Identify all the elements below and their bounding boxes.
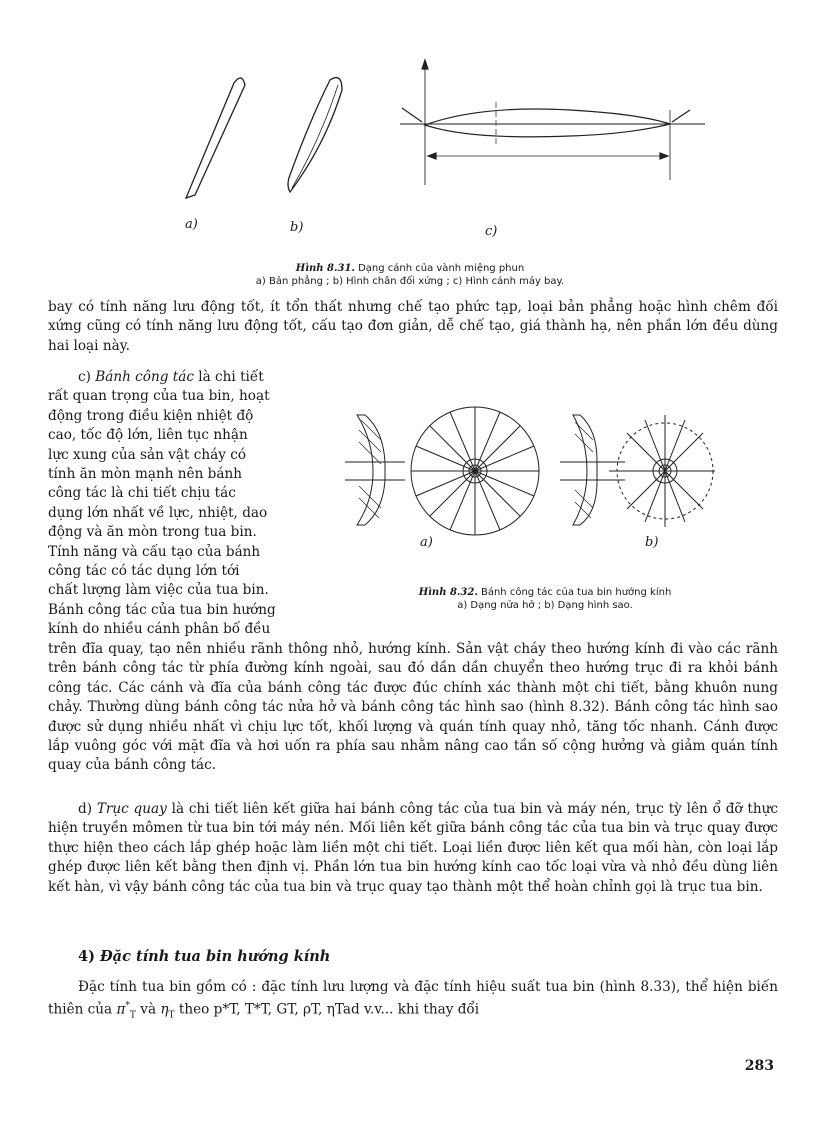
semi-open-impeller-front	[411, 407, 539, 535]
pi-superscript: *	[125, 1001, 130, 1012]
section-d-text: là chi tiết liên kết giữa hai bánh công tác của tua bin và máy nén, trục tỳ lên ổ đỡ thực hiện truyền mômen từ tua bin tới máy nén. Mối liên kết giữa bánh công tác của tua bin và trục quay được thực hiện theo cách lắp ghép hoặc làm liền một chi tiết. Loại liền được liên kết qua mối hàn, còn loại lắp ghép được liên kết bằng then định vị. Phần lớn tua bin hướng kính cao tốc loại vừa và nhỏ đều dùng liên kết hàn, vì vậy bánh công tác của tua bin và trục quay tạo thành một thể hoàn chỉnh gọi là trục tua bin.	[48, 801, 778, 895]
figure-8-31-caption	[150, 262, 670, 288]
section-d-term: Trục quay	[96, 801, 167, 817]
section-4-heading	[78, 948, 330, 965]
figure-8-32-number: Hình 8.32.	[418, 587, 478, 598]
section-c-line: kính do nhiều cánh phân bố đều	[48, 621, 271, 638]
eta-symbol: η	[160, 1001, 169, 1018]
section-c-line: lực xung của sản vật cháy có	[48, 446, 247, 463]
figure-8-32-label-a: a)	[420, 535, 433, 550]
section-4-text-part1: Đặc tính tua bin gồm có : đặc tính lưu lượng và đặc tính hiệu suất tua bin (hình 8.33), thể hiện biến thiên của	[48, 979, 778, 1018]
figure-8-32-caption	[345, 586, 745, 612]
wedge-blade	[288, 78, 342, 192]
section-c-line: Tính năng và cấu tạo của bánh	[48, 543, 261, 560]
section-c-line: là chi tiết	[198, 369, 264, 385]
section-c-line: dụng lớn nhất về lực, nhiệt, dao	[48, 504, 268, 521]
section-c-first-line	[48, 368, 318, 387]
section-d-prefix: d)	[78, 801, 97, 817]
section-c-prefix: c)	[78, 369, 96, 385]
figure-8-32	[335, 400, 715, 550]
and-word: và	[135, 1001, 161, 1018]
figure-8-32-title: Bánh công tác của tua bin hướng kính	[480, 587, 672, 598]
section-4-paragraph	[48, 978, 778, 1026]
section-4-title: Đặc tính tua bin hướng kính	[100, 948, 331, 965]
pi-subscript: T	[129, 1010, 136, 1021]
section-c-line: công tác có tác dụng lớn tới	[48, 563, 240, 580]
section-d-paragraph	[48, 800, 778, 897]
figure-8-31-label-c: c)	[485, 224, 498, 239]
section-c-line: tính ăn mòn mạnh nên bánh	[48, 466, 242, 483]
theo-word: theo	[174, 1001, 214, 1018]
figure-8-32-subcaption: a) Dạng nửa hở ; b) Dạng hình sao.	[457, 600, 633, 611]
section-c-line: cao, tốc độ lớn, liên tục nhận	[48, 427, 248, 444]
section-c-line: Bánh công tác của tua bin hướng	[48, 601, 276, 618]
section-c-line: động và ăn mòn trong tua bin.	[48, 524, 257, 541]
figure-8-32-label-b: b)	[645, 535, 659, 550]
figure-8-31-label-a: a)	[185, 217, 198, 232]
section-c-line: rất quan trọng của tua bin, hoạt	[48, 388, 270, 405]
pi-symbol: π	[116, 1001, 126, 1018]
figure-8-31-subcaption: a) Bản phẳng ; b) Hình chân đối xứng ; c) Hình cánh máy bay.	[255, 276, 565, 287]
flat-plate-blade	[186, 78, 245, 198]
section-c-continuation: trên đĩa quay, tạo nên nhiều rãnh thông nhỏ, hướng kính. Sản vật cháy theo hướng kính đi vào các rãnh trên bánh công tác từ phía đường kính ngoài, sau đó dần dần chuyển theo hướng trục đi ra khỏi bánh công tác. Các cánh và đĩa của bánh công tác được đúc chính xác thành một chi tiết, bằng khuôn nung chảy. Thường dùng bánh công tác nửa hở và bánh công tác hình sao (hình 8.32). Bánh công tác hình sao được sử dụng nhiều nhất vì chịu lực tốt, khối lượng và quán tính quay nhỏ, tăng tốc nhanh. Cánh được lắp vuông góc với mặt đĩa và hơi uốn ra phía sau nhằm nâng cao tần số cộng hưởng và giảm quán tính quay của bánh công tác.	[48, 641, 778, 774]
section-c-line: chất lượng làm việc của tua bin.	[48, 582, 269, 599]
figure-8-31	[150, 50, 710, 250]
intro-paragraph: bay có tính năng lưu động tốt, ít tổn thất nhưng chế tạo phức tạp, loại bản phẳng hoặc hình chêm đối xứng cũng có tính năng lưu động tốt, cấu tạo đơn giản, dễ chế tạo, giá thành hạ, nên phần lớn đều dùng hai loại này.	[48, 299, 778, 354]
section-4-number: 4)	[78, 948, 100, 965]
section-4-tail: v.v... khi thay đổi	[359, 1001, 480, 1018]
figure-8-31-title: Dạng cánh của vành miệng phun	[358, 263, 525, 274]
impeller-drawing	[335, 400, 715, 550]
airfoil-blade	[400, 60, 705, 185]
section-c-term: Bánh công tác	[95, 369, 194, 385]
semi-open-impeller-section	[345, 415, 405, 525]
section-c-line: công tác là chi tiết chịu tác	[48, 485, 236, 502]
page-number: 283	[744, 1058, 774, 1074]
variable-list: p*T, T*T, GT, ρT, ηTad	[213, 1001, 360, 1018]
figure-8-31-number: Hình 8.31.	[295, 263, 355, 274]
section-c-line: động trong điều kiện nhiệt độ	[48, 407, 254, 424]
section-c-column	[48, 368, 318, 640]
star-impeller-front	[609, 415, 715, 527]
figure-8-31-label-b: b)	[290, 220, 304, 235]
blade-shapes-drawing	[150, 50, 710, 250]
star-impeller-section	[560, 415, 625, 525]
eta-subscript: T	[168, 1010, 175, 1021]
